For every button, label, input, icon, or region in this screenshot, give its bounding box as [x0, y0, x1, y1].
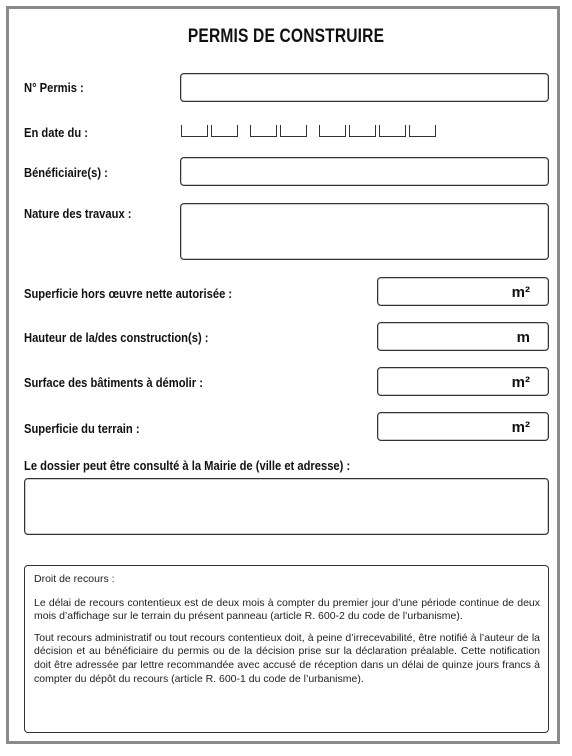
date-year-group[interactable] — [319, 125, 439, 137]
date-day-group[interactable] — [181, 125, 241, 137]
height-field[interactable] — [377, 322, 549, 351]
date-cell[interactable] — [409, 125, 436, 137]
demolition-area-field[interactable] — [377, 367, 549, 396]
dossier-location-label: Le dossier peut être consulté à la Mairie de (ville et adresse) : — [24, 458, 351, 473]
work-nature-field[interactable] — [180, 203, 549, 260]
unit-square-meters: m² — [511, 419, 530, 436]
date-cell[interactable] — [181, 125, 208, 137]
date-cell[interactable] — [211, 125, 238, 137]
date-cell[interactable] — [319, 125, 346, 137]
appeal-rights-paragraph-1: Le délai de recours contentieux est de deux mois à compter du premier jour d’une période continue de deux mois d’affichage sur le terrain du présent panneau (article R. 600-2 du code de l’urbanisme). — [34, 596, 540, 623]
land-area-label: Superficie du terrain : — [24, 421, 140, 436]
date-month-group[interactable] — [250, 125, 310, 137]
height-label: Hauteur de la/des construction(s) : — [24, 330, 209, 345]
land-area-field[interactable] — [377, 412, 549, 441]
date-field[interactable] — [181, 125, 448, 137]
appeal-rights-paragraph-2: Tout recours administratif ou tout recours contentieux doit, à peine d’irrecevabilité, être notifié à l’auteur de la décision et au bénéficiaire du permis ou de la décision prise sur la déclaration préalable. Cette notification doit être adressée par lettre recommandée avec accusé de réception dans un délai de quinze jours francs à compter du dépôt du recours (article R. 600-1 du code de l’urbanisme). — [34, 631, 540, 685]
date-cell[interactable] — [280, 125, 307, 137]
demolition-area-label: Surface des bâtiments à démolir : — [24, 375, 203, 390]
unit-square-meters: m² — [511, 284, 530, 301]
beneficiary-label: Bénéficiaire(s) : — [24, 165, 108, 180]
dossier-location-field[interactable] — [24, 478, 549, 535]
permis-number-label: N° Permis : — [24, 80, 84, 95]
net-floor-area-label: Superficie hors œuvre nette autorisée : — [24, 286, 233, 301]
appeal-rights-title: Droit de recours : — [34, 573, 115, 585]
work-nature-label: Nature des travaux : — [24, 206, 132, 221]
date-cell[interactable] — [250, 125, 277, 137]
date-cell[interactable] — [379, 125, 406, 137]
unit-meters: m — [516, 329, 530, 346]
beneficiary-field[interactable] — [180, 157, 549, 186]
date-label: En date du : — [24, 125, 88, 140]
appeal-rights-box — [24, 565, 549, 733]
unit-square-meters: m² — [511, 374, 530, 391]
date-cell[interactable] — [349, 125, 376, 137]
page-title: PERMIS DE CONSTRUIRE — [187, 26, 385, 47]
net-floor-area-field[interactable] — [377, 277, 549, 306]
permis-number-field[interactable] — [180, 73, 549, 102]
